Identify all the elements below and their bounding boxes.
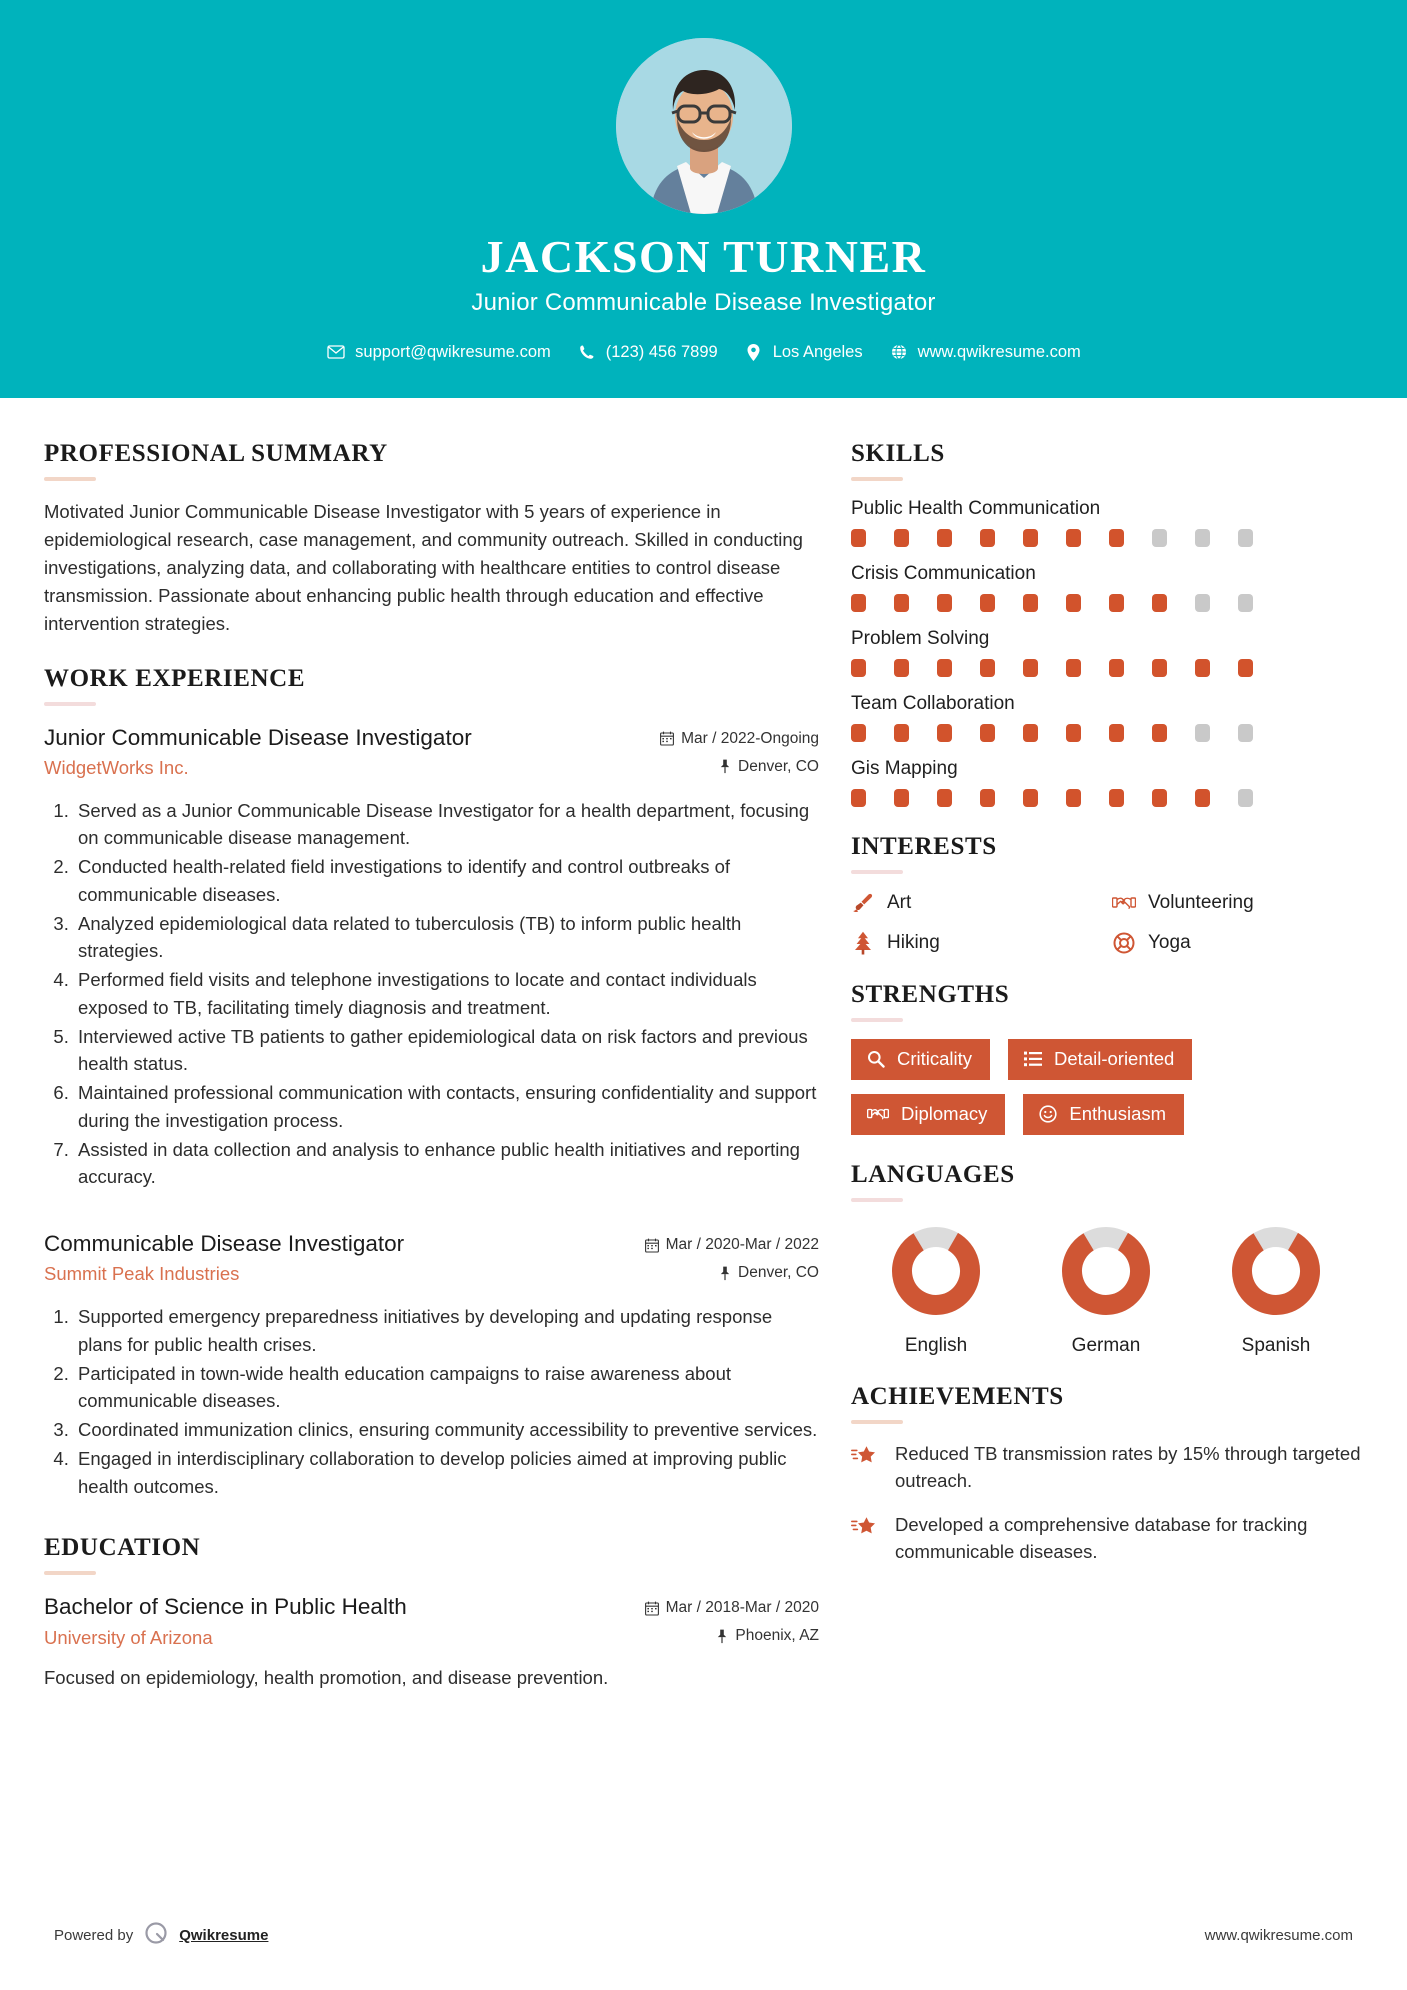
skill-dot-filled — [1238, 659, 1253, 677]
tree-icon — [851, 931, 875, 955]
job-company: Summit Peak Industries — [44, 1263, 240, 1285]
skill-dot-filled — [980, 659, 995, 677]
contact-phone-text: (123) 456 7899 — [605, 342, 718, 361]
skill-dot-filled — [937, 789, 952, 807]
language-label: Spanish — [1241, 1335, 1311, 1357]
skill-item — [851, 498, 1363, 547]
section-education — [44, 1534, 819, 1692]
skill-dot-empty — [1238, 724, 1253, 742]
skill-dot-filled — [1109, 529, 1124, 547]
education-heading: EDUCATION — [44, 1534, 201, 1562]
pushpin-icon — [719, 1266, 731, 1281]
job-bullet: 1. Served as a Junior Communicable Disease Investigator for a health department, focusing on communicable disease management. — [74, 797, 819, 853]
education-dates-text: Mar / 2018-Mar / 2020 — [665, 1599, 819, 1617]
life-ring-icon — [1112, 931, 1136, 955]
left-column — [44, 440, 819, 1718]
skill-dot-filled — [1066, 529, 1081, 547]
strength-tag-criticality — [851, 1039, 990, 1080]
spacer — [44, 1199, 819, 1229]
education-location — [569, 1627, 819, 1645]
skill-dot-filled — [1066, 659, 1081, 677]
powered-by — [54, 1920, 268, 1950]
globe-icon — [889, 343, 909, 361]
section-professional-summary — [44, 440, 819, 639]
skill-label: Team Collaboration — [851, 693, 1015, 714]
skill-dot-empty — [1195, 724, 1210, 742]
brand-link[interactable]: Qwikresume — [179, 1926, 269, 1944]
section-interests — [851, 833, 1363, 955]
contact-website[interactable] — [889, 343, 1081, 362]
skill-rating — [851, 529, 1363, 547]
skill-rating — [851, 659, 1363, 677]
skill-label: Crisis Communication — [851, 563, 1036, 584]
q-logo-icon — [143, 1920, 169, 1950]
skill-dot-filled — [851, 529, 866, 547]
job-company: WidgetWorks Inc. — [44, 756, 189, 778]
skill-dot-filled — [894, 724, 909, 742]
interest-label: Hiking — [887, 932, 940, 953]
language-label: German — [1071, 1335, 1141, 1357]
section-rule — [851, 1198, 903, 1202]
skill-dot-filled — [1109, 724, 1124, 742]
smiley-icon — [1039, 1105, 1057, 1123]
experience-heading: WORK EXPERIENCE — [44, 664, 306, 692]
skill-dot-empty — [1152, 529, 1167, 547]
strength-tag-detail-oriented — [1008, 1039, 1192, 1080]
skill-item — [851, 693, 1363, 742]
footer-website[interactable]: www.qwikresume.com — [1204, 1926, 1353, 1944]
skill-dot-empty — [1238, 594, 1253, 612]
achievement-text: Developed a comprehensive database for tracking communicable diseases. — [895, 1514, 1308, 1562]
achievements-heading: ACHIEVEMENTS — [851, 1383, 1064, 1411]
strength-tag-diplomacy — [851, 1094, 1005, 1135]
skill-dot-filled — [1023, 789, 1038, 807]
job-location — [569, 758, 819, 776]
skill-dot-filled — [851, 594, 866, 612]
skill-dot-filled — [980, 529, 995, 547]
interest-item — [851, 931, 1102, 955]
skill-dot-filled — [1066, 724, 1081, 742]
education-school: University of Arizona — [44, 1626, 213, 1648]
avatar — [616, 38, 792, 214]
job-bullets — [44, 1303, 819, 1500]
strengths-tags — [851, 1039, 1363, 1135]
skill-rating — [851, 724, 1363, 742]
job-dates-text: Mar / 2022-Ongoing — [681, 729, 819, 747]
skill-rating — [851, 789, 1363, 807]
skill-dot-filled — [980, 594, 995, 612]
skill-item — [851, 758, 1363, 807]
section-rule — [851, 870, 903, 874]
skill-dot-filled — [1023, 724, 1038, 742]
skill-dot-filled — [1023, 529, 1038, 547]
summary-heading: PROFESSIONAL SUMMARY — [44, 440, 388, 467]
job-dates — [569, 1236, 819, 1254]
section-rule — [851, 477, 903, 481]
page-title: JACKSON TURNER — [480, 231, 927, 282]
strength-label: Detail-oriented — [1054, 1048, 1175, 1069]
skill-dot-filled — [1109, 659, 1124, 677]
paintbrush-icon — [851, 891, 875, 915]
skill-dot-filled — [1066, 594, 1081, 612]
experience-entry — [44, 723, 819, 1192]
shooting-star-icon — [851, 1441, 881, 1495]
language-donut-chart — [1054, 1219, 1158, 1323]
job-dates-text: Mar / 2020-Mar / 2022 — [665, 1236, 819, 1254]
language-label: English — [904, 1335, 968, 1357]
resume-header — [0, 0, 1407, 398]
interest-label: Yoga — [1148, 932, 1191, 953]
job-bullets — [44, 797, 819, 1192]
section-achievements — [851, 1383, 1363, 1565]
job-role: Junior Communicable Disease Investigator — [44, 724, 472, 750]
skill-dot-empty — [1238, 529, 1253, 547]
interest-label: Volunteering — [1148, 892, 1254, 913]
skill-dot-filled — [894, 529, 909, 547]
list-icon — [1024, 1051, 1042, 1067]
section-rule — [851, 1420, 903, 1424]
header-subtitle: Junior Communicable Disease Investigator — [471, 288, 936, 316]
achievement-item — [851, 1441, 1363, 1495]
education-entry — [44, 1592, 819, 1692]
job-bullet: 6. Maintained professional communication with contacts, ensuring confidentiality and support during the investigation process. — [74, 1079, 819, 1135]
contact-email-text: support@qwikresume.com — [355, 342, 551, 361]
interest-item — [1112, 931, 1363, 955]
skill-label: Problem Solving — [851, 628, 990, 649]
job-bullet: 7. Assisted in data collection and analysis to enhance public health initiatives and reporting accuracy. — [74, 1136, 819, 1192]
education-note: Focused on epidemiology, health promotion, and disease prevention. — [44, 1667, 609, 1689]
language-donut-chart — [884, 1219, 988, 1323]
avatar-photo-icon — [616, 38, 792, 214]
skill-dot-filled — [1066, 789, 1081, 807]
section-languages — [851, 1161, 1363, 1357]
job-bullet: 5. Interviewed active TB patients to gather epidemiological data on risk factors and previous health status. — [74, 1023, 819, 1079]
skill-dot-filled — [1195, 659, 1210, 677]
language-item — [851, 1219, 1021, 1357]
interest-item — [851, 891, 1102, 915]
achievement-item — [851, 1512, 1363, 1566]
calendar-icon — [645, 1601, 659, 1616]
location-pin-icon — [744, 343, 764, 361]
languages-heading: LANGUAGES — [851, 1161, 1015, 1189]
job-location — [569, 1264, 819, 1282]
skill-dot-filled — [894, 659, 909, 677]
skill-dot-empty — [1195, 594, 1210, 612]
skill-dot-empty — [1238, 789, 1253, 807]
section-rule — [851, 1018, 903, 1022]
interest-item — [1112, 891, 1363, 915]
contact-email[interactable] — [326, 343, 551, 362]
job-bullet: 1. Supported emergency preparedness initiatives by developing and updating response plans for public health crises. — [74, 1303, 819, 1359]
strength-tag-enthusiasm — [1023, 1094, 1184, 1135]
section-rule — [44, 1571, 96, 1575]
skill-label: Gis Mapping — [851, 758, 958, 779]
job-dates — [569, 730, 819, 748]
skill-dot-filled — [894, 594, 909, 612]
skill-dot-filled — [894, 789, 909, 807]
shooting-star-icon — [851, 1512, 881, 1566]
job-bullet: 4. Performed field visits and telephone investigations to locate and contact individuals exposed to TB, facilitating timely diagnosis and treatment. — [74, 966, 819, 1022]
pushpin-icon — [716, 1629, 728, 1644]
right-column — [851, 440, 1363, 1592]
job-bullet: 3. Coordinated immunization clinics, ensuring community accessibility to preventive services. — [74, 1416, 819, 1444]
strength-label: Enthusiasm — [1069, 1103, 1167, 1125]
handshake-icon — [867, 1105, 889, 1123]
skill-dot-filled — [1023, 594, 1038, 612]
job-role: Communicable Disease Investigator — [44, 1231, 405, 1257]
job-bullet: 4. Engaged in interdisciplinary collaboration to develop policies aimed at improving public health outcomes. — [74, 1445, 819, 1501]
skill-dot-filled — [1152, 724, 1167, 742]
handshake-icon — [1112, 891, 1136, 915]
education-dates — [569, 1599, 819, 1617]
calendar-icon — [660, 731, 674, 746]
skill-dot-filled — [937, 659, 952, 677]
skill-dot-filled — [937, 594, 952, 612]
skill-dot-filled — [980, 789, 995, 807]
skills-list — [851, 498, 1363, 807]
strength-label: Criticality — [897, 1048, 973, 1069]
language-donut-chart — [1224, 1219, 1328, 1323]
language-item — [1191, 1219, 1361, 1357]
skill-dot-filled — [1152, 789, 1167, 807]
skill-item — [851, 563, 1363, 612]
contact-location-text: Los Angeles — [772, 342, 863, 361]
page-footer — [0, 1920, 1407, 1950]
summary-text: Motivated Junior Communicable Disease Investigator with 5 years of experience in epidemiological research, case management, and community outreach. Skilled in conducting investigations, analyzing data, and collaborating with healthcare entities to control disease transmission. Passionate about enhancing public health through education and effective intervention strategies. — [44, 501, 803, 635]
skill-rating — [851, 594, 1363, 612]
skill-dot-filled — [851, 724, 866, 742]
skill-dot-filled — [1109, 789, 1124, 807]
contact-website-text: www.qwikresume.com — [917, 342, 1081, 361]
contact-location — [744, 343, 863, 362]
strengths-heading: STRENGTHS — [851, 981, 1010, 1008]
skill-dot-filled — [980, 724, 995, 742]
skill-dot-filled — [851, 659, 866, 677]
achievement-text: Reduced TB transmission rates by 15% through targeted outreach. — [895, 1443, 1361, 1492]
job-bullet: 2. Participated in town-wide health education campaigns to raise awareness about communicable diseases. — [74, 1360, 819, 1416]
experience-entry — [44, 1229, 819, 1500]
job-bullet: 3. Analyzed epidemiological data related to tuberculosis (TB) to inform public health strategies. — [74, 910, 819, 966]
skill-dot-empty — [1195, 529, 1210, 547]
languages-list — [851, 1219, 1363, 1357]
skill-dot-filled — [1152, 659, 1167, 677]
skill-dot-filled — [937, 724, 952, 742]
calendar-icon — [645, 1238, 659, 1253]
strength-label: Diplomacy — [901, 1103, 988, 1125]
powered-by-label: Powered by — [54, 1926, 134, 1944]
skill-dot-filled — [937, 529, 952, 547]
phone-icon — [577, 343, 597, 361]
magnifier-icon — [867, 1050, 885, 1068]
skill-dot-filled — [1195, 789, 1210, 807]
skill-item — [851, 628, 1363, 677]
contact-phone[interactable] — [577, 343, 718, 362]
education-degree: Bachelor of Science in Public Health — [44, 1594, 407, 1620]
skill-dot-filled — [1152, 594, 1167, 612]
education-location-text: Phoenix, AZ — [735, 1627, 819, 1645]
job-location-text: Denver, CO — [738, 757, 819, 775]
language-item — [1021, 1219, 1191, 1357]
envelope-icon — [326, 343, 346, 361]
contact-row — [0, 343, 1407, 362]
interests-grid — [851, 891, 1363, 955]
section-rule — [44, 477, 96, 481]
section-work-experience — [44, 665, 819, 1501]
interest-label: Art — [887, 892, 912, 913]
skill-dot-filled — [1023, 659, 1038, 677]
section-skills — [851, 440, 1363, 807]
pushpin-icon — [719, 759, 731, 774]
skill-dot-filled — [1109, 594, 1124, 612]
skills-heading: SKILLS — [851, 440, 945, 467]
skill-label: Public Health Communication — [851, 498, 1101, 519]
section-rule — [44, 702, 96, 706]
job-bullet: 2. Conducted health-related field investigations to identify and control outbreaks of communicable diseases. — [74, 853, 819, 909]
resume-body — [0, 398, 1407, 1718]
section-strengths — [851, 981, 1363, 1135]
interests-heading: INTERESTS — [851, 833, 997, 860]
skill-dot-filled — [851, 789, 866, 807]
job-location-text: Denver, CO — [738, 1264, 819, 1282]
